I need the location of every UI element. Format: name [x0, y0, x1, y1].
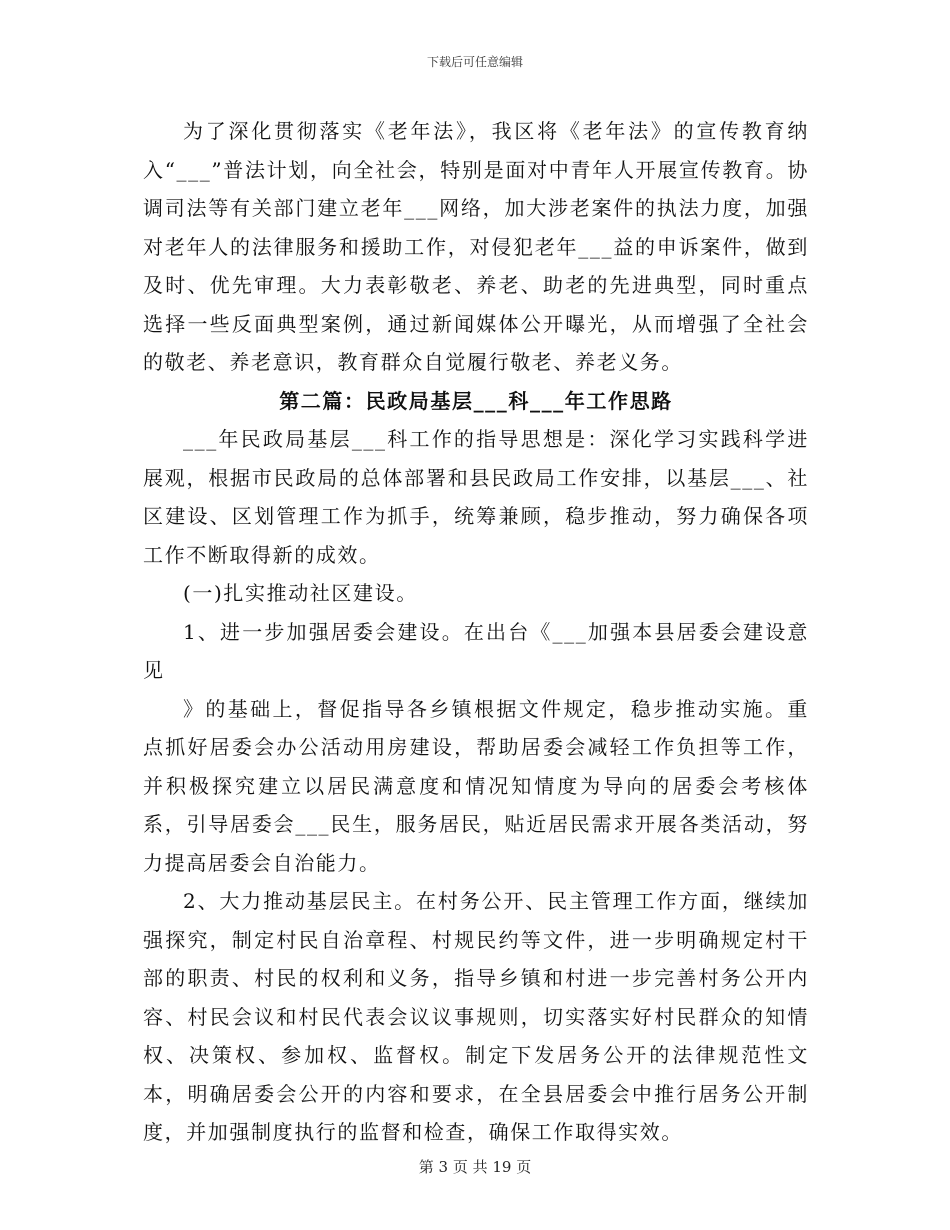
paragraph-5: 》的基础上，督促指导各乡镇根据文件规定，稳步推动实施。重点抓好居委会办公活动用房建设，帮助居委会减轻工作负担等工作，并积极探究建立以居民满意度和情况知情度为导向的居委会考核体系，引导居委会___民生，服务居民，贴近居民需求开展各类活动，努力提高居委会自治能力。: [143, 696, 809, 875]
paragraph-4: 1、进一步加强居委会建设。在出台《___加强本县居委会建设意见: [143, 619, 809, 682]
page-header-note: 下载后可任意编辑: [426, 55, 523, 69]
paragraph-1: 为了深化贯彻落实《老年法》，我区将《老年法》的宣传教育纳入“___”普法计划，向全社会，特别是面对中青年人开展宣传教育。协调司法等有关部门建立老年___网络，加大涉老案件的执法力度，加强对老年人的法律服务和援助工作，对侵犯老年___益的申诉案件，做到及时、优先审理。大力表彰敬老、养老、助老的先进典型，同时重点选择一些反面典型案例，通过新闻媒体公开曝光，从而增强了全社会的敬老、养老意识，教育群众自觉履行敬老、养老义务。: [143, 119, 809, 374]
page-number-footer: 第 3 页 共 19 页: [418, 1158, 532, 1176]
document-body: [143, 112, 809, 1152]
paragraph-2: ___年民政局基层___科工作的指导思想是：深化学习实践科学进展观，根据市民政局的总体部署和县民政局工作安排，以基层___、社区建设、区划管理工作为抓手，统筹兼顾，稳步推动，努力确保各项工作不断取得新的成效。: [143, 427, 809, 567]
section-title: 第二篇：民政局基层___科___年工作思路: [279, 388, 673, 413]
paragraph-3: (一)扎实推动社区建设。: [183, 581, 418, 605]
paragraph-6: 2、大力推动基层民主。在村务公开、民主管理工作方面，继续加强探究，制定村民自治章程、村规民约等文件，进一步明确规定村干部的职责、村民的权利和义务，指导乡镇和村进一步完善村务公开内容、村民会议和村民代表会议议事规则，切实落实好村民群众的知情权、决策权、参加权、监督权。制定下发居务公开的法律规范性文本，明确居委会公开的内容和要求，在全县居委会中推行居务公开制度，并加强制度执行的监督和检查，确保工作取得实效。: [143, 889, 809, 1144]
